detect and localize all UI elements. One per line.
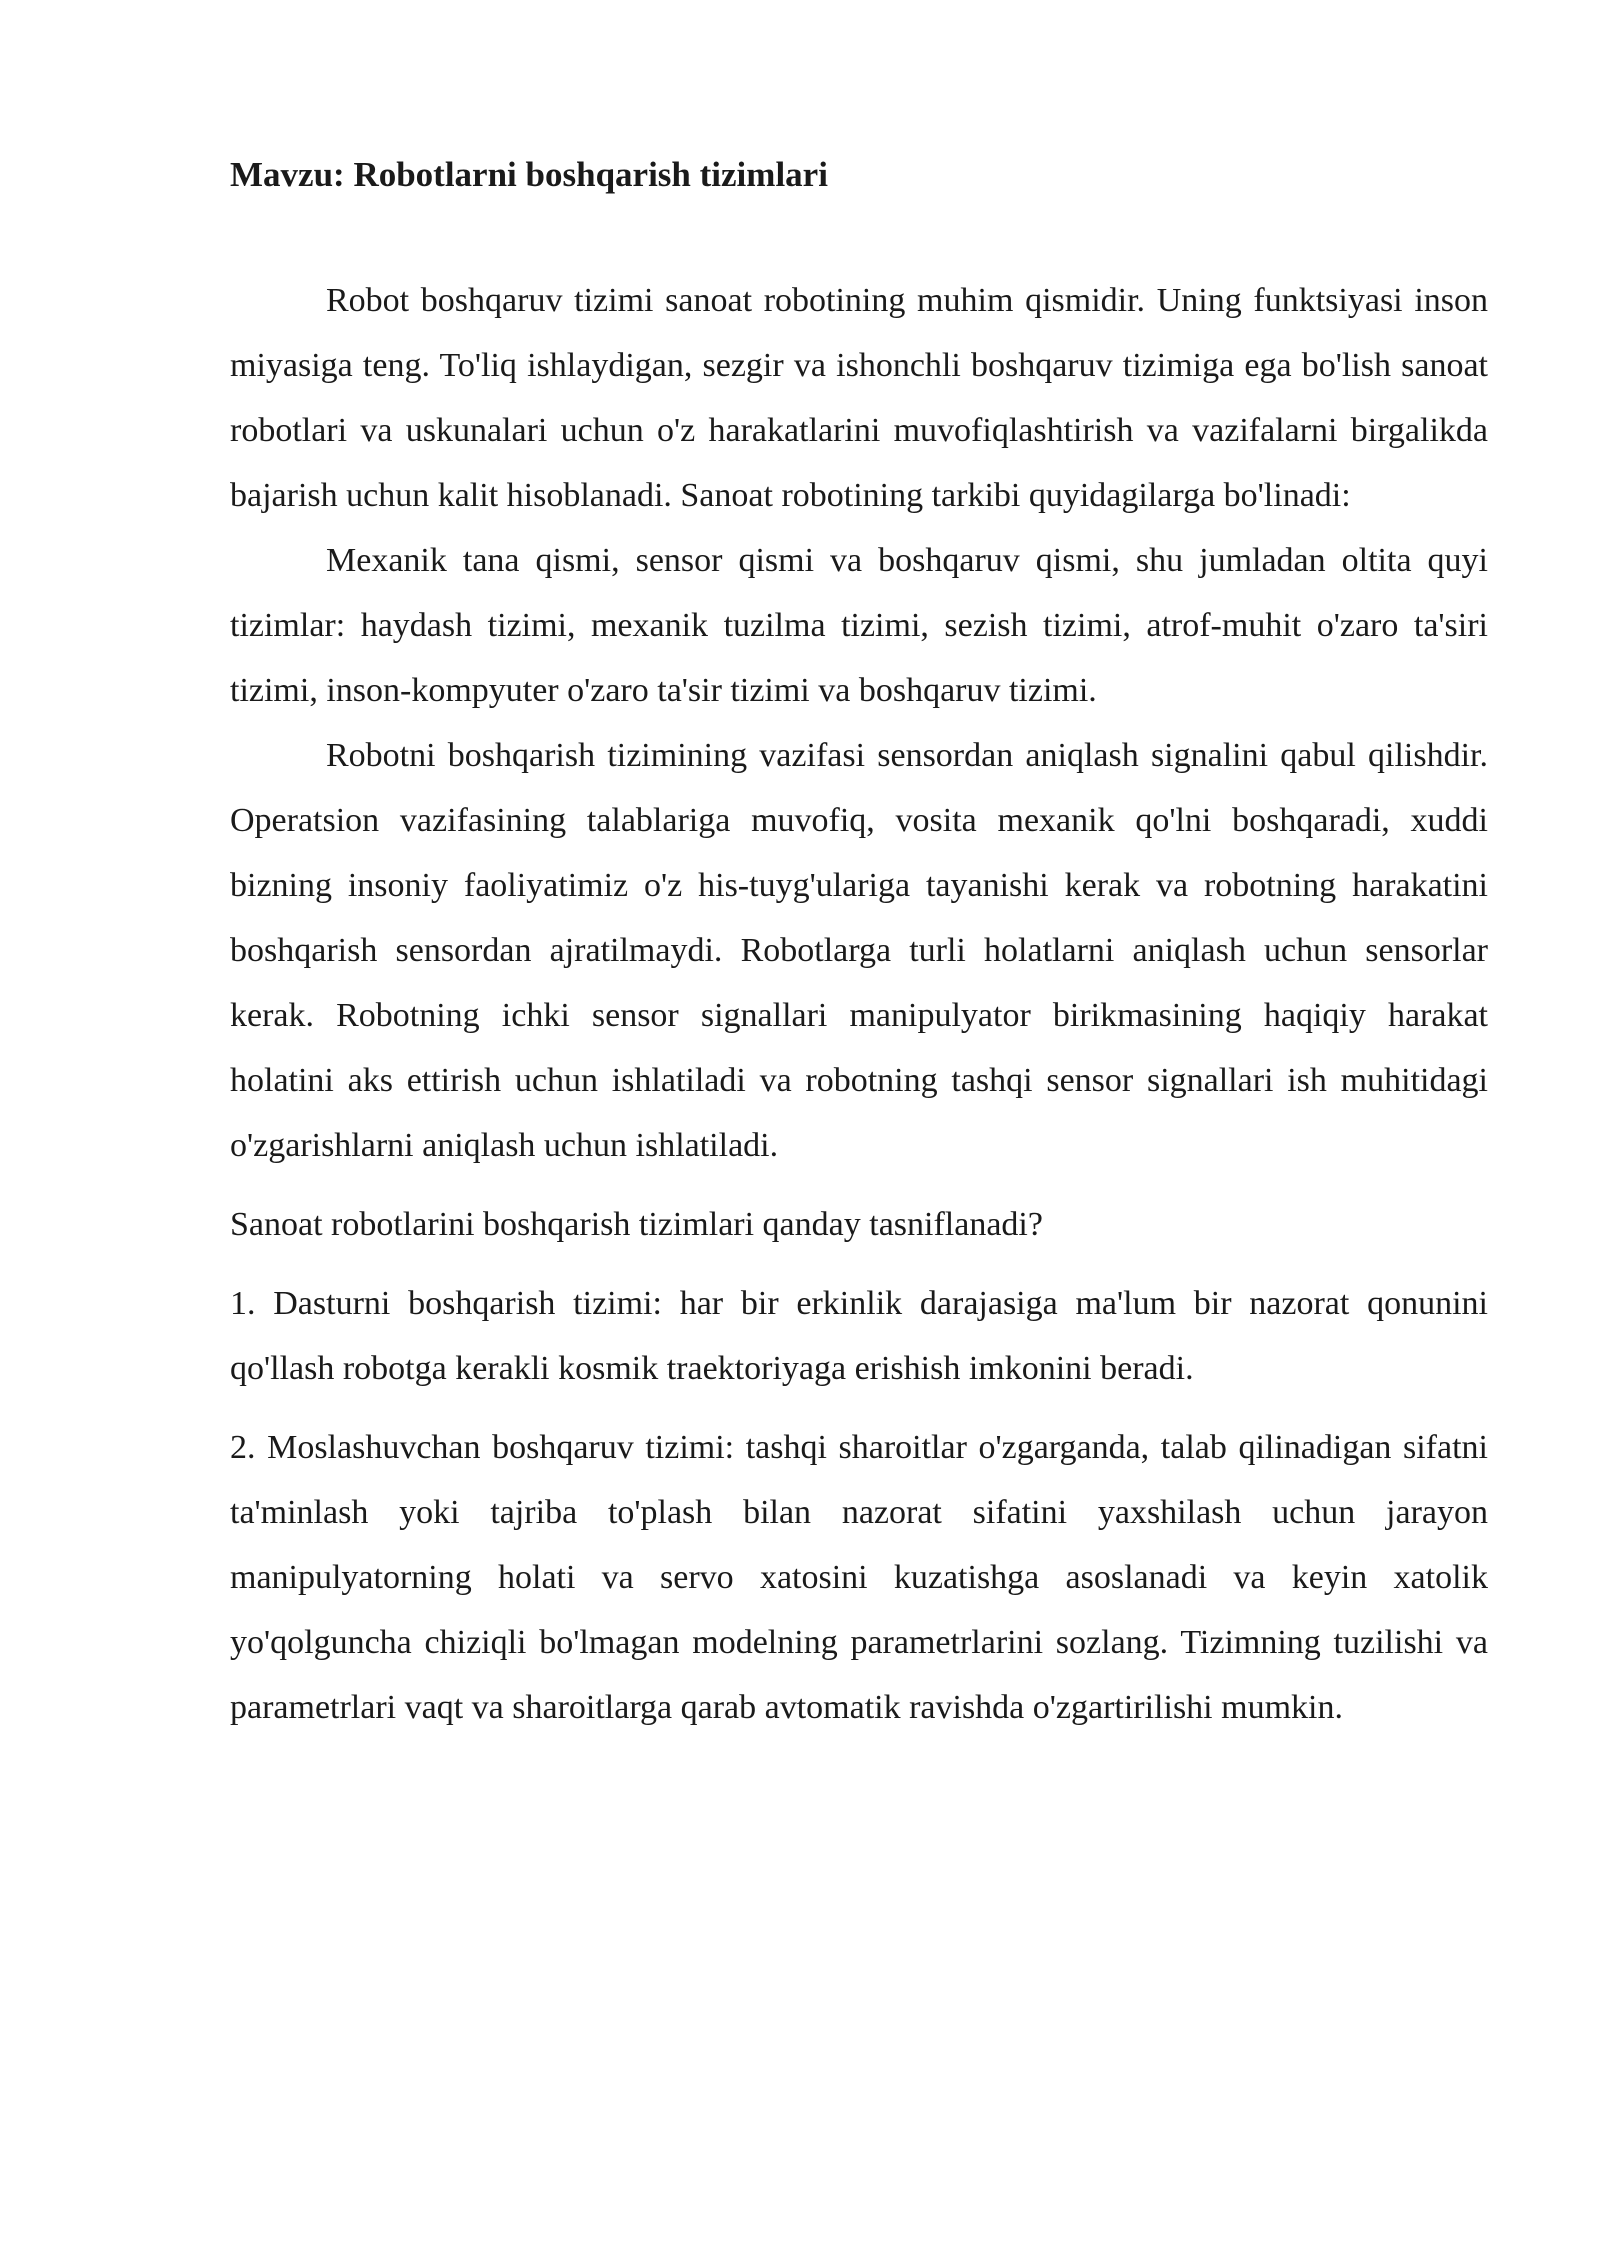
classification-question: Sanoat robotlarini boshqarish tizimlari qanday tasniflanadi? <box>230 1206 1043 1243</box>
list-item-program-control: 1. Dasturni boshqarish tizimi: har bir erkinlik darajasiga ma'lum bir nazorat qonunini qo'llash robotga kerakli kosmik traektoriyaga erishish imkonini beradi. <box>230 1285 1488 1387</box>
paragraph-intro: Robot boshqaruv tizimi sanoat robotining muhim qismidir. Uning funktsiyasi inson miyasiga teng. To'liq ishlaydigan, sezgir va ishonchli boshqaruv tizimiga ega bo'lish sanoat robotlari va uskunalari uchun o'z harakatlarini muvofiqlashtirish va vazifalarni birgalikda bajarish uchun kalit hisoblanadi. Sanoat robotining tarkibi quyidagilarga bo'linadi: <box>230 282 1488 514</box>
list-item-adaptive-control: 2. Moslashuvchan boshqaruv tizimi: tashqi sharoitlar o'zgarganda, talab qilinadigan sifatni ta'minlash yoki tajriba to'plash bilan nazorat sifatini yaxshilash uchun jarayon manipulyatorning holati va servo xatosini kuzatishga asoslanadi va keyin xatolik yo'qolguncha chiziqli bo'lmagan modelning parametrlarini sozlang. Tizimning tuzilishi va parametrlari vaqt va sharoitlarga qarab avtomatik ravishda o'zgartirilishi mumkin. <box>230 1429 1488 1726</box>
paragraph-control-task: Robotni boshqarish tizimining vazifasi sensordan aniqlash signalini qabul qilishdir. Operatsion vazifasining talablariga muvofiq, vosita mexanik qo'lni boshqaradi, xuddi bizning insoniy faoliyatimiz o'z his-tuyg'ulariga tayanishi kerak va robotning harakatini boshqarish sensordan ajratilmaydi. Robotlarga turli holatlarni aniqlash uchun sensorlar kerak. Robotning ichki sensor signallari manipulyator birikmasining haqiqiy harakat holatini aks ettirish uchun ishlatiladi va robotning tashqi sensor signallari ish muhitidagi o'zgarishlarni aniqlash uchun ishlatiladi. <box>230 737 1488 1164</box>
document-title: Mavzu: Robotlarni boshqarish tizimlari <box>230 155 828 194</box>
document-body <box>230 145 1488 1740</box>
paragraph-components: Mexanik tana qismi, sensor qismi va boshqaruv qismi, shu jumladan oltita quyi tizimlar: haydash tizimi, mexanik tuzilma tizimi, sezish tizimi, atrof-muhit o'zaro ta'siri tizimi, inson-kompyuter o'zaro ta'sir tizimi va boshqaruv tizimi. <box>230 542 1488 709</box>
